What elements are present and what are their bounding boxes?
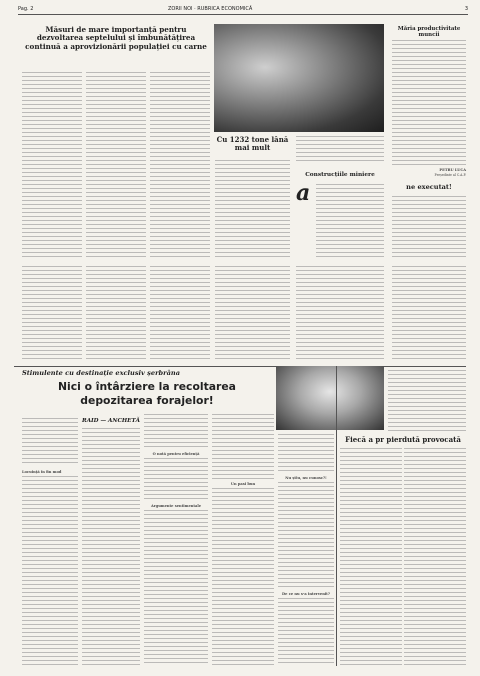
middle-column-6 — [392, 266, 466, 362]
right-bottom-column-1 — [340, 448, 402, 666]
photo-caption — [296, 136, 384, 164]
right-bottom-article-title: Fiecă a pr pierdută provocată — [345, 435, 461, 444]
subheading-3: Argumente sentimentale — [151, 504, 201, 508]
bottom-column-1 — [22, 476, 78, 666]
photo-article-title: Cu 1232 tone lână mai mult — [216, 135, 289, 153]
bottom-column-5 — [278, 598, 334, 666]
main-article-title: Măsuri de mare importanță pentru dezvoltarea septelului și îmbunătățirea continuă a aprovizionării populației cu carne — [25, 25, 207, 51]
right-bottom-column-2 — [404, 448, 466, 666]
header-page-number: 3 — [464, 6, 468, 12]
subheading-4: Un pasi bun — [230, 482, 256, 486]
main-article-column-1 — [22, 72, 82, 260]
header-left: Pag. 2 — [18, 6, 34, 12]
bottom-intro-list — [22, 418, 78, 466]
construction-subtitle: ne executat! — [406, 183, 452, 191]
construction-article-title: Construcțiile miniere — [305, 172, 375, 178]
secondary-photo — [276, 366, 384, 430]
bottom-column-5-top — [278, 434, 334, 474]
middle-column-5 — [296, 266, 384, 362]
bottom-column-3-intro — [144, 414, 208, 450]
subheading-6: De ce nu s-a intervenit? — [282, 592, 330, 596]
section-banner: Stimulente cu destinație exclusiv șerbrâna — [22, 369, 180, 377]
right-upper-snippet — [388, 370, 466, 432]
right-column-body — [392, 196, 466, 260]
bottom-column-4-top — [212, 414, 274, 480]
sidebar-signature: PETRU LUCA — [439, 168, 466, 172]
raid-heading: RAID — ANCHETĂ — [82, 418, 140, 424]
sidebar-title: Măria productivitate muncii — [397, 26, 461, 39]
page-header — [18, 4, 468, 15]
subheading-5: Nu știu, nu cunosc?! — [285, 476, 327, 480]
middle-column-4 — [215, 266, 290, 362]
construction-article-body — [316, 184, 384, 260]
bottom-column-5-mid — [278, 482, 334, 590]
middle-column-1 — [22, 266, 82, 362]
sidebar-body — [392, 40, 466, 166]
sidebar-signature-role: Președinte al C.A.P. — [434, 173, 466, 177]
banner-top-rule — [14, 366, 466, 367]
header-center: ZORII NOI · RUBRICA ECONOMICĂ — [168, 6, 253, 12]
bottom-column-3-mid — [144, 458, 208, 502]
article-photo — [214, 24, 384, 132]
bottom-column-2 — [82, 428, 140, 666]
forest-article-title-line-2: depozitarea forajelor! — [80, 394, 214, 407]
main-article-column-2 — [86, 72, 146, 260]
middle-column-2 — [86, 266, 146, 362]
forest-article-title-line-1: Nici o întârziere la recoltarea — [58, 380, 236, 393]
bottom-column-4 — [212, 488, 274, 666]
bottom-column-3 — [144, 510, 208, 666]
column-divider — [336, 366, 337, 666]
subheading-2: O notă pentru eficiență — [152, 452, 200, 456]
construction-dropcap: a — [296, 180, 311, 206]
subheading-1: Locuință în fin mod — [22, 470, 62, 474]
main-article-column-3 — [150, 72, 210, 260]
middle-column-3 — [150, 266, 210, 362]
photo-article-body — [215, 160, 290, 260]
